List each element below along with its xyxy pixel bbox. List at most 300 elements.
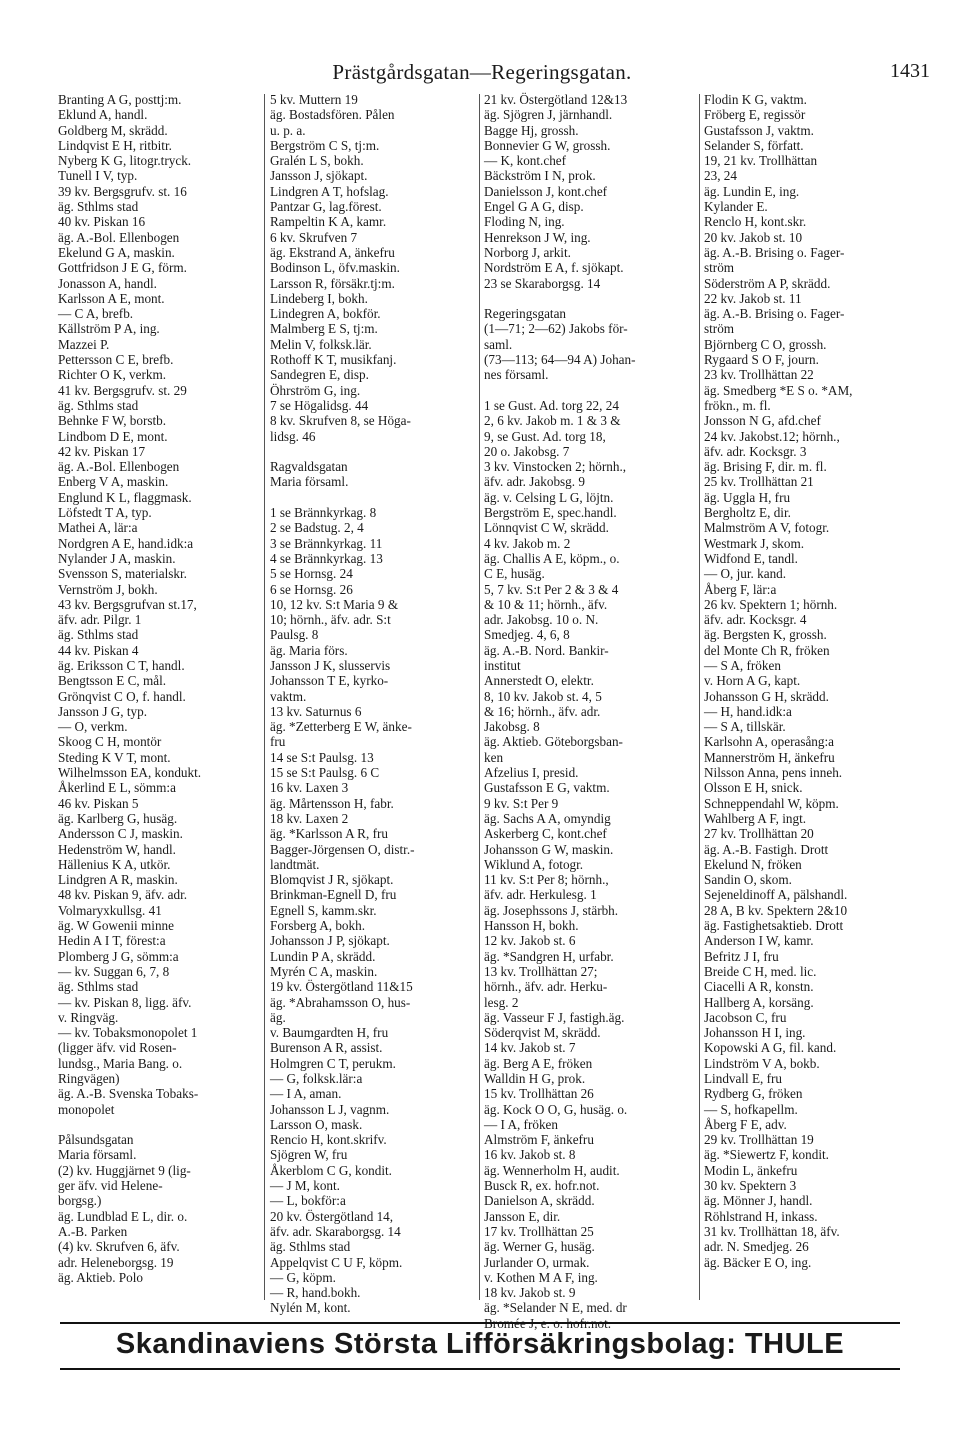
directory-line: äg. A.-B. Brising o. Fager- bbox=[704, 306, 845, 322]
directory-line: Smedjeg. 4, 6, 8 bbox=[484, 627, 570, 643]
directory-line: adr. Jakobsg. 10 o. N. bbox=[484, 612, 599, 628]
directory-line: äg. Sachs A A, omyndig bbox=[484, 810, 611, 826]
directory-line: Jonasson A, handl. bbox=[58, 275, 157, 291]
directory-line: Lindbom D E, mont. bbox=[58, 428, 168, 444]
directory-line: äg. A.-B. Fastigh. Drott bbox=[704, 841, 829, 857]
directory-line: Öhrström G, ing. bbox=[270, 382, 361, 398]
directory-line: vaktm. bbox=[270, 688, 307, 704]
directory-line: Goldberg M, skrädd. bbox=[58, 122, 168, 138]
directory-line: 48 kv. Piskan 9, äfv. adr. bbox=[58, 887, 188, 903]
directory-line: Lindgren A R, maskin. bbox=[58, 872, 178, 888]
directory-line: Malmberg E S, tj:m. bbox=[270, 321, 378, 337]
directory-line: 18 kv. Laxen 2 bbox=[270, 810, 349, 826]
directory-line: — C A, brefb. bbox=[58, 306, 134, 322]
directory-line: fru bbox=[270, 734, 286, 750]
directory-columns bbox=[58, 92, 910, 1331]
directory-line: äg. Werner G, husäg. bbox=[484, 1239, 595, 1255]
directory-line: Åkerblom C G, kondit. bbox=[270, 1162, 392, 1178]
directory-line: 20 o. Jakobsg. 7 bbox=[484, 443, 570, 459]
directory-line: 5, 7 kv. S:t Per 2 & 3 & 4 bbox=[484, 581, 619, 597]
directory-line: — L, bokför:a bbox=[270, 1193, 346, 1209]
directory-line: 4 kv. Jakob m. 2 bbox=[484, 535, 571, 551]
directory-line: äg. Maria förs. bbox=[270, 642, 348, 658]
directory-line: Sjögren W, fru bbox=[270, 1147, 348, 1163]
directory-line: Westmark J, skom. bbox=[704, 535, 805, 551]
directory-line: Regeringsgatan bbox=[484, 306, 567, 322]
directory-line: Åberg F E, adv. bbox=[704, 1116, 787, 1132]
directory-line: Jansson E, dir. bbox=[484, 1208, 561, 1224]
directory-line: Pålsundsgatan bbox=[58, 1132, 134, 1148]
directory-line: Jonsson N G, afd.chef bbox=[704, 413, 821, 429]
directory-line: äg. Smedberg *E S o. *AM, bbox=[704, 382, 853, 398]
directory-line: Plomberg J G, sömm:a bbox=[58, 948, 179, 964]
directory-line: — S, hofkapellm. bbox=[704, 1101, 798, 1117]
directory-line: Burenson A R, assist. bbox=[270, 1040, 383, 1056]
directory-line: äg. *Selander N E, med. dr bbox=[484, 1300, 627, 1316]
directory-line: äg. Uggla H, fru bbox=[704, 489, 791, 505]
directory-line: 13 kv. Saturnus 6 bbox=[270, 703, 362, 719]
directory-line: Gralén L S, bokh. bbox=[270, 153, 364, 169]
directory-line: Befritz J I, fru bbox=[704, 948, 779, 964]
directory-line: 28 A, B kv. Spektern 2&10 bbox=[704, 902, 848, 918]
directory-line: — O, jur. kand. bbox=[704, 566, 787, 582]
directory-line: Åberg F, lär:a bbox=[704, 581, 777, 597]
directory-line: Söderqvist M, skrädd. bbox=[484, 1025, 601, 1041]
directory-line: Johansson L J, vagnm. bbox=[270, 1101, 390, 1117]
directory-line: Fröberg E, regissör bbox=[704, 107, 806, 123]
directory-line: — H, hand.idk:a bbox=[704, 703, 792, 719]
directory-line: Askerberg C, kont.chef bbox=[484, 826, 607, 842]
directory-line: frökn., m. fl. bbox=[704, 397, 771, 413]
directory-line: ger äfv. vid Helene- bbox=[58, 1178, 163, 1194]
column-1 bbox=[58, 92, 258, 1302]
directory-line: 3 se Brännkyrkag. 11 bbox=[270, 535, 383, 551]
directory-line: Johansson G W, maskin. bbox=[484, 841, 614, 857]
directory-line: v. Horn A G, kapt. bbox=[704, 673, 801, 689]
directory-line: äg. *Karlsson A R, fru bbox=[270, 826, 388, 842]
directory-line: Söderström A P, skrädd. bbox=[704, 275, 831, 291]
directory-line: 6 se Hornsg. 26 bbox=[270, 581, 353, 597]
directory-line: ström bbox=[704, 260, 735, 276]
column-divider bbox=[699, 94, 700, 1300]
directory-line: — J M, kont. bbox=[270, 1178, 340, 1194]
directory-line: äg. Berg A E, fröken bbox=[484, 1055, 593, 1071]
directory-line: äg. bbox=[270, 1009, 286, 1025]
directory-line: — I A, aman. bbox=[270, 1086, 342, 1102]
directory-line: monopolet bbox=[58, 1101, 115, 1117]
directory-line: lundsg., Maria Bang. o. bbox=[58, 1055, 183, 1071]
directory-line: landtmät. bbox=[270, 856, 320, 872]
directory-line: 41 kv. Bergsgrufv. st. 29 bbox=[58, 382, 187, 398]
column-2 bbox=[270, 92, 476, 1316]
directory-line: & 16; hörnh., äfv. adr. bbox=[484, 703, 601, 719]
directory-line: Appelqvist C U F, köpm. bbox=[270, 1254, 403, 1270]
directory-line: Hedin A I T, förest:a bbox=[58, 933, 166, 949]
directory-line: Ekelund N, fröken bbox=[704, 856, 802, 872]
directory-line: Behnke F W, borstb. bbox=[58, 413, 167, 429]
directory-line: Bromée J, e. o. hofr.not. bbox=[484, 1315, 612, 1331]
directory-line: 17 kv. Trollhättan 25 bbox=[484, 1223, 594, 1239]
directory-line: äg. *Sandgren H, urfabr. bbox=[484, 948, 614, 964]
advertisement-text: Skandinaviens Största Lifförsäkringsbolag: THULE bbox=[115, 1328, 845, 1360]
directory-line: 10; hörnh., äfv. adr. S:t bbox=[270, 612, 391, 628]
directory-line: 14 kv. Jakob st. 7 bbox=[484, 1040, 576, 1056]
directory-line: Engel G A G, disp. bbox=[484, 199, 584, 215]
directory-line: äg. Sthlms stad bbox=[58, 397, 139, 413]
directory-line: 16 kv. Jakob st. 8 bbox=[484, 1147, 576, 1163]
directory-line: Myrén C A, maskin. bbox=[270, 963, 378, 979]
directory-line: borgsg.) bbox=[58, 1193, 102, 1209]
directory-line: Paulsg. 8 bbox=[270, 627, 319, 643]
directory-line: äg. *Zetterberg E W, änke- bbox=[270, 719, 412, 735]
directory-line: Nylén M, kont. bbox=[270, 1300, 351, 1316]
directory-line: — K, kont.chef bbox=[484, 153, 567, 169]
directory-line: (1—71; 2—62) Jakobs för- bbox=[484, 321, 628, 337]
directory-line: 5 kv. Muttern 19 bbox=[270, 92, 358, 107]
directory-line: 5 se Hornsg. 24 bbox=[270, 566, 353, 582]
directory-line: Johansson J P, sjökapt. bbox=[270, 933, 390, 949]
directory-line: Widfond E, tandl. bbox=[704, 550, 798, 566]
column-divider bbox=[264, 94, 265, 1300]
directory-line: Flodin K G, vaktm. bbox=[704, 92, 807, 107]
directory-line: Danielson A, skrädd. bbox=[484, 1193, 595, 1209]
directory-line: Grönqvist C O, f. handl. bbox=[58, 688, 186, 704]
directory-line: hörnh., äfv. adr. Herku- bbox=[484, 979, 608, 995]
directory-line: Lindgren A T, hofslag. bbox=[270, 183, 389, 199]
directory-line: äg. Bergsten K, grossh. bbox=[704, 627, 827, 643]
directory-line: Lindqvist E H, ritbitr. bbox=[58, 137, 172, 153]
page-number: 1431 bbox=[890, 60, 930, 82]
directory-line: äfv. adr. Jakobsg. 9 bbox=[484, 474, 585, 490]
directory-line: äg. A.-B. Brising o. Fager- bbox=[704, 244, 845, 260]
directory-line: äg. Ekstrand A, änkefru bbox=[270, 244, 395, 260]
directory-line: 16 kv. Laxen 3 bbox=[270, 780, 349, 796]
directory-line: saml. bbox=[484, 336, 513, 352]
directory-line: u. p. a. bbox=[270, 122, 306, 138]
column-4 bbox=[704, 92, 910, 1302]
directory-line: 24 kv. Jakobst.12; hörnh., bbox=[704, 428, 840, 444]
directory-line: Bagge Hj, grossh. bbox=[484, 122, 579, 138]
directory-line: 3 kv. Vinstocken 2; hörnh., bbox=[484, 459, 627, 475]
directory-line: äg. Lundblad E L, dir. o. bbox=[58, 1208, 188, 1224]
directory-line: Bodinson L, öfv.maskin. bbox=[270, 260, 400, 276]
directory-line: Ringvägen) bbox=[58, 1071, 120, 1086]
directory-line: Nordström E A, f. sjökapt. bbox=[484, 260, 624, 276]
directory-line: — I A, fröken bbox=[484, 1116, 558, 1132]
directory-line: Brinkman-Egnell D, fru bbox=[270, 887, 397, 903]
directory-line: institut bbox=[484, 657, 521, 673]
directory-line: Lindvall E, fru bbox=[704, 1071, 783, 1086]
directory-line: äg. Mönner J, handl. bbox=[704, 1193, 813, 1209]
directory-line: Åkerlind E L, sömm:a bbox=[58, 780, 176, 796]
directory-line: Annerstedt O, elektr. bbox=[484, 673, 594, 689]
directory-line: 42 kv. Piskan 17 bbox=[58, 443, 146, 459]
directory-line: Forsberg A, bokh. bbox=[270, 918, 366, 934]
directory-line: 40 kv. Piskan 16 bbox=[58, 214, 146, 230]
directory-line: Maria församl. bbox=[58, 1147, 137, 1163]
directory-line: ström bbox=[704, 321, 735, 337]
directory-line: 39 kv. Bergsgrufv. st. 16 bbox=[58, 183, 187, 199]
directory-line: äg. Josephssons J, stärbh. bbox=[484, 902, 619, 918]
directory-line: Jacobson C, fru bbox=[704, 1009, 787, 1025]
directory-line: Lindeberg I, bokh. bbox=[270, 290, 368, 306]
directory-line: äfv. adr. Herkulesg. 1 bbox=[484, 887, 597, 903]
directory-line: Bonnevier G W, grossh. bbox=[484, 137, 611, 153]
directory-line: (ligger äfv. vid Rosen- bbox=[58, 1040, 177, 1056]
directory-line: Henrekson J W, ing. bbox=[484, 229, 591, 245]
directory-line: äg. Sthlms stad bbox=[58, 199, 139, 215]
directory-line: — S A, fröken bbox=[704, 657, 781, 673]
directory-line: Enberg V A, maskin. bbox=[58, 474, 169, 490]
directory-line: v. Kothen M A F, ing. bbox=[484, 1269, 598, 1285]
directory-line: Kopowski A G, fil. kand. bbox=[704, 1040, 837, 1056]
directory-line: 19, 21 kv. Trollhättan bbox=[704, 153, 818, 169]
directory-line: Gustafsson E G, vaktm. bbox=[484, 780, 610, 796]
directory-line: Jansson J K, slusservis bbox=[270, 657, 391, 673]
directory-line: Schneppendahl W, köpm. bbox=[704, 795, 839, 811]
column-divider bbox=[479, 94, 480, 1300]
directory-line: Nilsson Anna, pens inneh. bbox=[704, 765, 843, 781]
directory-line: äfv. adr. Kocksgr. 4 bbox=[704, 612, 807, 628]
directory-line: Modin L, änkefru bbox=[704, 1162, 798, 1178]
directory-line: Hällenius K A, utkör. bbox=[58, 856, 171, 872]
directory-line: äg. Aktieb. Göteborgsban- bbox=[484, 734, 623, 750]
directory-line: lesg. 2 bbox=[484, 994, 519, 1010]
directory-line: äg. Karlberg G, husäg. bbox=[58, 810, 178, 826]
directory-line: Källström P A, ing. bbox=[58, 321, 160, 337]
directory-line: Tunell I V, typ. bbox=[58, 168, 138, 184]
directory-line: äg. A.-B. Nord. Bankir- bbox=[484, 642, 609, 658]
directory-line: äg. Mårtensson H, fabr. bbox=[270, 795, 394, 811]
directory-line: Busck R, ex. hofr.not. bbox=[484, 1178, 600, 1194]
directory-line: 29 kv. Trollhättan 19 bbox=[704, 1132, 814, 1148]
directory-line: lidsg. 46 bbox=[270, 428, 316, 444]
directory-line: Vernström J, bokh. bbox=[58, 581, 158, 597]
directory-line: Rampeltin K A, kamr. bbox=[270, 214, 387, 230]
directory-line: äg. Bäcker E O, ing. bbox=[704, 1254, 812, 1270]
directory-line: äg. A.-Bol. Ellenbogen bbox=[58, 229, 180, 245]
directory-line bbox=[484, 291, 696, 306]
directory-line: Almström F, änkefru bbox=[484, 1132, 594, 1148]
directory-line: Ciacelli A R, konstn. bbox=[704, 979, 814, 995]
directory-line: 6 kv. Skrufven 7 bbox=[270, 229, 358, 245]
directory-line: Hedenström W, handl. bbox=[58, 841, 176, 857]
directory-line: Andersson C J, maskin. bbox=[58, 826, 183, 842]
directory-line: Malmström A V, fotogr. bbox=[704, 520, 830, 536]
directory-line: äg. Sthlms stad bbox=[58, 979, 139, 995]
page-title: Prästgårdsgatan—Regeringsgatan. bbox=[332, 60, 632, 84]
directory-line: Björnberg C O, grossh. bbox=[704, 336, 827, 352]
directory-line: 44 kv. Piskan 4 bbox=[58, 642, 139, 658]
directory-line: 23, 24 bbox=[704, 168, 737, 184]
directory-line: — G, folksk.lär:a bbox=[270, 1071, 363, 1086]
directory-line: del Monte Ch R, fröken bbox=[704, 642, 830, 658]
directory-line: Anderson I W, kamr. bbox=[704, 933, 814, 949]
directory-line: Nyberg K G, litogr.tryck. bbox=[58, 153, 192, 169]
directory-line: — kv. Suggan 6, 7, 8 bbox=[58, 963, 170, 979]
directory-line: Walldin H G, prok. bbox=[484, 1071, 586, 1086]
directory-line: äg. W Gowenii minne bbox=[58, 918, 174, 934]
directory-line: Johansson H I, ing. bbox=[704, 1025, 806, 1041]
directory-line: Sandegren E, disp. bbox=[270, 367, 369, 383]
directory-line: Mannerström H, änkefru bbox=[704, 749, 835, 765]
page-header bbox=[0, 60, 960, 88]
directory-line: Nylander J A, maskin. bbox=[58, 550, 176, 566]
directory-line: Branting A G, posttj:m. bbox=[58, 92, 182, 107]
directory-line: äg. *Siewertz F, kondit. bbox=[704, 1147, 829, 1163]
directory-line: 13 kv. Trollhättan 27; bbox=[484, 963, 598, 979]
directory-line: Melin V, folksk.lär. bbox=[270, 336, 372, 352]
directory-line: Jurlander O, urmak. bbox=[484, 1254, 590, 1270]
directory-line: nes församl. bbox=[484, 367, 549, 383]
directory-line: Nordgren A E, hand.idk:a bbox=[58, 535, 194, 551]
directory-line: Renclo H, kont.skr. bbox=[704, 214, 807, 230]
directory-line: v. Ringväg. bbox=[58, 1009, 119, 1025]
directory-line: 9, se Gust. Ad. torg 18, bbox=[484, 428, 606, 444]
directory-line: 27 kv. Trollhättan 20 bbox=[704, 826, 814, 842]
directory-line bbox=[270, 490, 476, 505]
directory-line: & 10 & 11; hörnh., äfv. bbox=[484, 596, 608, 612]
directory-line: Bergholtz E, dir. bbox=[704, 505, 791, 521]
directory-line: äg. A.-Bol. Ellenbogen bbox=[58, 459, 180, 475]
directory-line: 43 kv. Bergsgrufvan st.17, bbox=[58, 596, 197, 612]
directory-line: äg. Sjögren J, järnhandl. bbox=[484, 107, 613, 123]
directory-line: 22 kv. Jakob st. 11 bbox=[704, 290, 802, 306]
directory-line: (73—113; 64—94 A) Johan- bbox=[484, 352, 636, 368]
directory-line: — G, köpm. bbox=[270, 1269, 336, 1285]
directory-line: 31 kv. Trollhättan 18, äfv. bbox=[704, 1223, 840, 1239]
directory-line: 15 se S:t Paulsg. 6 C bbox=[270, 765, 380, 781]
directory-line: — O, verkm. bbox=[58, 719, 128, 735]
directory-line bbox=[484, 383, 696, 398]
directory-line: Mathei A, lär:a bbox=[58, 520, 138, 536]
directory-line: äg. Kock O O, G, husäg. o. bbox=[484, 1101, 628, 1117]
directory-line: 1 se Gust. Ad. torg 22, 24 bbox=[484, 397, 619, 413]
directory-line: 14 se S:t Paulsg. 13 bbox=[270, 749, 374, 765]
directory-line: 12 kv. Jakob st. 6 bbox=[484, 933, 576, 949]
directory-line: 7 se Högalidsg. 44 bbox=[270, 397, 369, 413]
directory-line: äg. Bostadsfören. Pålen bbox=[270, 107, 395, 123]
directory-line: Blomqvist J R, sjökapt. bbox=[270, 872, 394, 888]
directory-line: Lindegren A, bokför. bbox=[270, 306, 381, 322]
directory-line: Jansson J, sjökapt. bbox=[270, 168, 368, 184]
directory-line: C E, husäg. bbox=[484, 566, 545, 582]
directory-line: (4) kv. Skrufven 6, äfv. bbox=[58, 1239, 180, 1255]
directory-line: Johansson T E, kyrko- bbox=[270, 673, 389, 689]
column-3 bbox=[484, 92, 696, 1331]
directory-line: Rothoff K T, musikfanj. bbox=[270, 352, 397, 368]
directory-line: 20 kv. Jakob st. 10 bbox=[704, 229, 803, 245]
directory-line: 10, 12 kv. S:t Maria 9 & bbox=[270, 596, 399, 612]
directory-line: Wahlberg A F, ingt. bbox=[704, 810, 807, 826]
directory-line: 23 kv. Trollhättan 22 bbox=[704, 367, 814, 383]
directory-line: — R, hand.bokh. bbox=[270, 1285, 361, 1301]
directory-line: Mazzei P. bbox=[58, 336, 110, 352]
directory-line: Bagger-Jörgensen O, distr.- bbox=[270, 841, 415, 857]
directory-line: 9 kv. S:t Per 9 bbox=[484, 795, 559, 811]
directory-line: Jansson J G, typ. bbox=[58, 703, 148, 719]
directory-line: äg. Aktieb. Polo bbox=[58, 1269, 143, 1285]
directory-line: Olsson E H, snick. bbox=[704, 780, 803, 796]
directory-line: Rydberg G, fröken bbox=[704, 1086, 803, 1102]
directory-line: adr. Heleneborgsg. 19 bbox=[58, 1254, 174, 1270]
directory-line: 15 kv. Trollhättan 26 bbox=[484, 1086, 594, 1102]
directory-line: 8, 10 kv. Jakob st. 4, 5 bbox=[484, 688, 602, 704]
directory-line: ken bbox=[484, 749, 504, 765]
directory-line: äg. Fastighetsaktieb. Drott bbox=[704, 918, 844, 934]
directory-line bbox=[58, 1117, 258, 1132]
directory-line: 23 se Skaraborgsg. 14 bbox=[484, 275, 601, 291]
directory-line: äg. A.-B. Svenska Tobaks- bbox=[58, 1086, 199, 1102]
directory-line: 25 kv. Trollhättan 21 bbox=[704, 474, 814, 490]
directory-line: Skoog C H, montör bbox=[58, 734, 162, 750]
directory-line: (2) kv. Huggjärnet 9 (lig- bbox=[58, 1162, 191, 1178]
directory-line: — S A, tillskär. bbox=[704, 719, 786, 735]
directory-line: Gustafsson J, vaktm. bbox=[704, 122, 814, 138]
directory-line: Johansson G H, skrädd. bbox=[704, 688, 829, 704]
directory-line: 30 kv. Spektern 3 bbox=[704, 1178, 797, 1194]
directory-line: Bergström E, spec.handl. bbox=[484, 505, 617, 521]
directory-line: Floding N, ing. bbox=[484, 214, 565, 230]
directory-line: Maria församl. bbox=[270, 474, 349, 490]
directory-line: Selander S, författ. bbox=[704, 137, 804, 153]
directory-line: Hallberg A, korsäng. bbox=[704, 994, 814, 1010]
directory-line: Rygaard S O F, journ. bbox=[704, 352, 819, 368]
directory-line: Sejeneldinoff A, pälshandl. bbox=[704, 887, 848, 903]
directory-line: 19 kv. Östergötland 11&15 bbox=[270, 979, 413, 995]
directory-line: äg. Wennerholm H, audit. bbox=[484, 1162, 620, 1178]
directory-line: Svensson S, materialskr. bbox=[58, 566, 187, 582]
directory-line: 4 se Brännkyrkag. 13 bbox=[270, 550, 383, 566]
directory-line: Egnell S, kamm.skr. bbox=[270, 902, 377, 918]
directory-line: Bengtsson E C, mål. bbox=[58, 673, 167, 689]
directory-line: 11 kv. S:t Per 8; hörnh., bbox=[484, 872, 609, 888]
directory-line: Danielsson J, kont.chef bbox=[484, 183, 608, 199]
directory-line: Wiklund A, fotogr. bbox=[484, 856, 584, 872]
directory-line: Norborg J, arkit. bbox=[484, 244, 571, 260]
directory-line: Kylander E. bbox=[704, 199, 768, 215]
directory-line: Bäckström I N, prok. bbox=[484, 168, 596, 184]
directory-line: Bergström C S, tj:m. bbox=[270, 137, 380, 153]
directory-line: adr. N. Smedjeg. 26 bbox=[704, 1239, 809, 1255]
directory-line: Steding K V T, mont. bbox=[58, 749, 171, 765]
directory-line: Lönnqvist C W, skrädd. bbox=[484, 520, 609, 536]
directory-line: äg. Lundin E, ing. bbox=[704, 183, 800, 199]
directory-line: 21 kv. Östergötland 12&13 bbox=[484, 92, 628, 107]
directory-line: v. Baumgardten H, fru bbox=[270, 1025, 389, 1041]
directory-line: 2 se Badstug. 2, 4 bbox=[270, 520, 364, 536]
directory-line: Jakobsg. 8 bbox=[484, 719, 540, 735]
directory-line: Rencio H, kont.skrifv. bbox=[270, 1132, 387, 1148]
directory-line: Volmaryxkullsg. 41 bbox=[58, 902, 162, 918]
directory-line: Englund K L, flaggmask. bbox=[58, 489, 192, 505]
directory-line: — kv. Tobaksmonopolet 1 bbox=[58, 1025, 198, 1041]
directory-line: Richter O K, verkm. bbox=[58, 367, 167, 383]
directory-line: äg. Challis A E, köpm., o. bbox=[484, 550, 620, 566]
directory-line: Breide C H, med. lic. bbox=[704, 963, 817, 979]
advertisement-banner bbox=[60, 1322, 900, 1370]
directory-line: Hansson H, bokh. bbox=[484, 918, 579, 934]
directory-line: Pettersson C E, brefb. bbox=[58, 352, 174, 368]
directory-line bbox=[270, 444, 476, 459]
directory-line: äg. v. Celsing L G, löjtn. bbox=[484, 489, 614, 505]
directory-line: 2, 6 kv. Jakob m. 1 & 3 & bbox=[484, 413, 621, 429]
directory-line: äfv. adr. Kocksgr. 3 bbox=[704, 443, 807, 459]
directory-line: äg. Brising F, dir. m. fl. bbox=[704, 459, 827, 475]
directory-line: äfv. adr. Skaraborgsg. 14 bbox=[270, 1223, 401, 1239]
directory-line: — kv. Piskan 8, ligg. äfv. bbox=[58, 994, 192, 1010]
directory-line: 1 se Brännkyrkag. 8 bbox=[270, 505, 377, 521]
